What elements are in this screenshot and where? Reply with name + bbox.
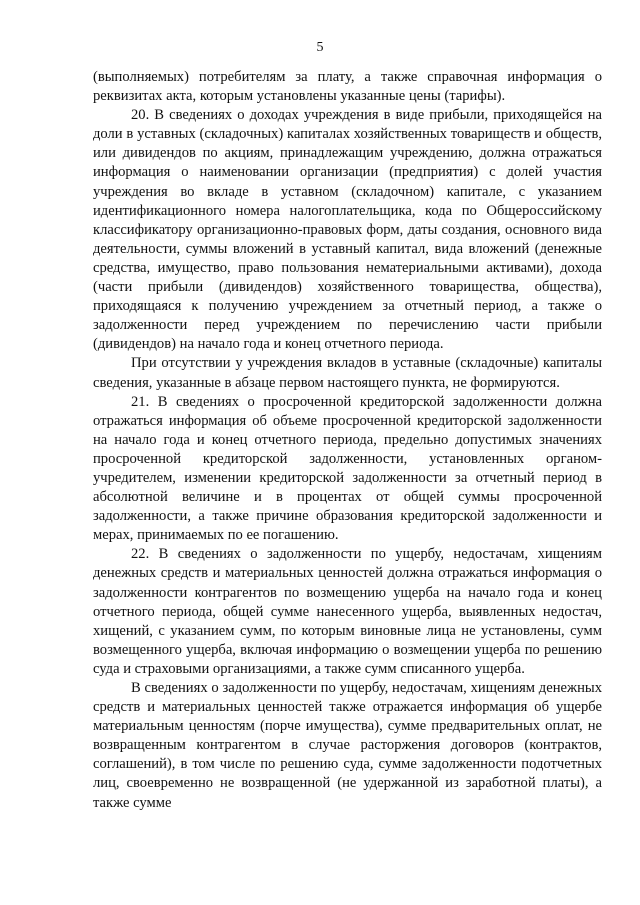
- paragraph-20: 20. В сведениях о доходах учреждения в виде прибыли, приходящейся на доли в уставных (складочных) капиталах хозяйственных товариществ и обществ, или дивидендов по акциям, принадлежащим учреждению, должна отражаться информация о наименовании организации (предприятия) с долей участия учреждения во вкладе в уставном (складочном) капитале, с указанием идентификационного номера налогоплательщика, кода по Общероссийскому классификатору организационно-правовых форм, даты создания, основного вида деятельности, суммы вложений в уставный капитал, вида вложений (денежные средства, имущество, право пользования нематериальными активами), дохода (части прибыли (дивидендов) хозяйственного товарищества, общества), приходящаяся к получению учреждением за отчетный период, а также о задолженности перед учреждением по перечислению части прибыли (дивидендов) на начало года и конец отчетного периода.: [93, 107, 602, 353]
- paragraph-22: 22. В сведениях о задолженности по ущербу, недостачам, хищениям денежных средств и материальных ценностей должна отражаться информация о задолженности контрагентов по возмещению ущерба на начало года и конец отчетного периода, общей сумме нанесенного ущерба, выявленных недостач, хищений, с указанием сумм, по которым виновные лица не установлены, сумм возмещенного ущерба, включая информацию о возмещении ущерба по решению суда и страховыми организациями, а также сумм списанного ущерба.: [93, 546, 602, 677]
- paragraph-continuation: (выполняемых) потребителям за плату, а также справочная информация о реквизитах акта, которым установлены указанные цены (тарифы).: [93, 69, 602, 105]
- paragraph-22-continued: В сведениях о задолженности по ущербу, недостачам, хищениям денежных средств и материальных ценностей также отражается информация об ущербе материальным ценностям (порче имущества), сумме предварительных оплат, не возвращенным контрагентом в случае расторжения договоров (контрактов, соглашений), в том числе по решению суда, сумме задолженности подотчетных лиц, своевременно не возвращенной (не удержанной из заработной платы), а также сумме: [93, 680, 602, 811]
- document-body: [93, 68, 602, 813]
- paragraph-20-no-contributions: При отсутствии у учреждения вкладов в уставные (складочные) капиталы сведения, указанные в абзаце первом настоящего пункта, не формируются.: [93, 355, 602, 391]
- paragraph-21: 21. В сведениях о просроченной кредиторской задолженности должна отражаться информация об объеме просроченной кредиторской задолженности на начало года и конец отчетного периода, предельно допустимых значениях просроченной кредиторской задолженности, установленных органом-учредителем, изменении кредиторской задолженности за отчетный период в абсолютной величине и в процентах от общей суммы просроченной задолженности, а также причине образования кредиторской задолженности и мерах, принимаемых по ее погашению.: [93, 393, 602, 544]
- page-number: 5: [316, 40, 324, 55]
